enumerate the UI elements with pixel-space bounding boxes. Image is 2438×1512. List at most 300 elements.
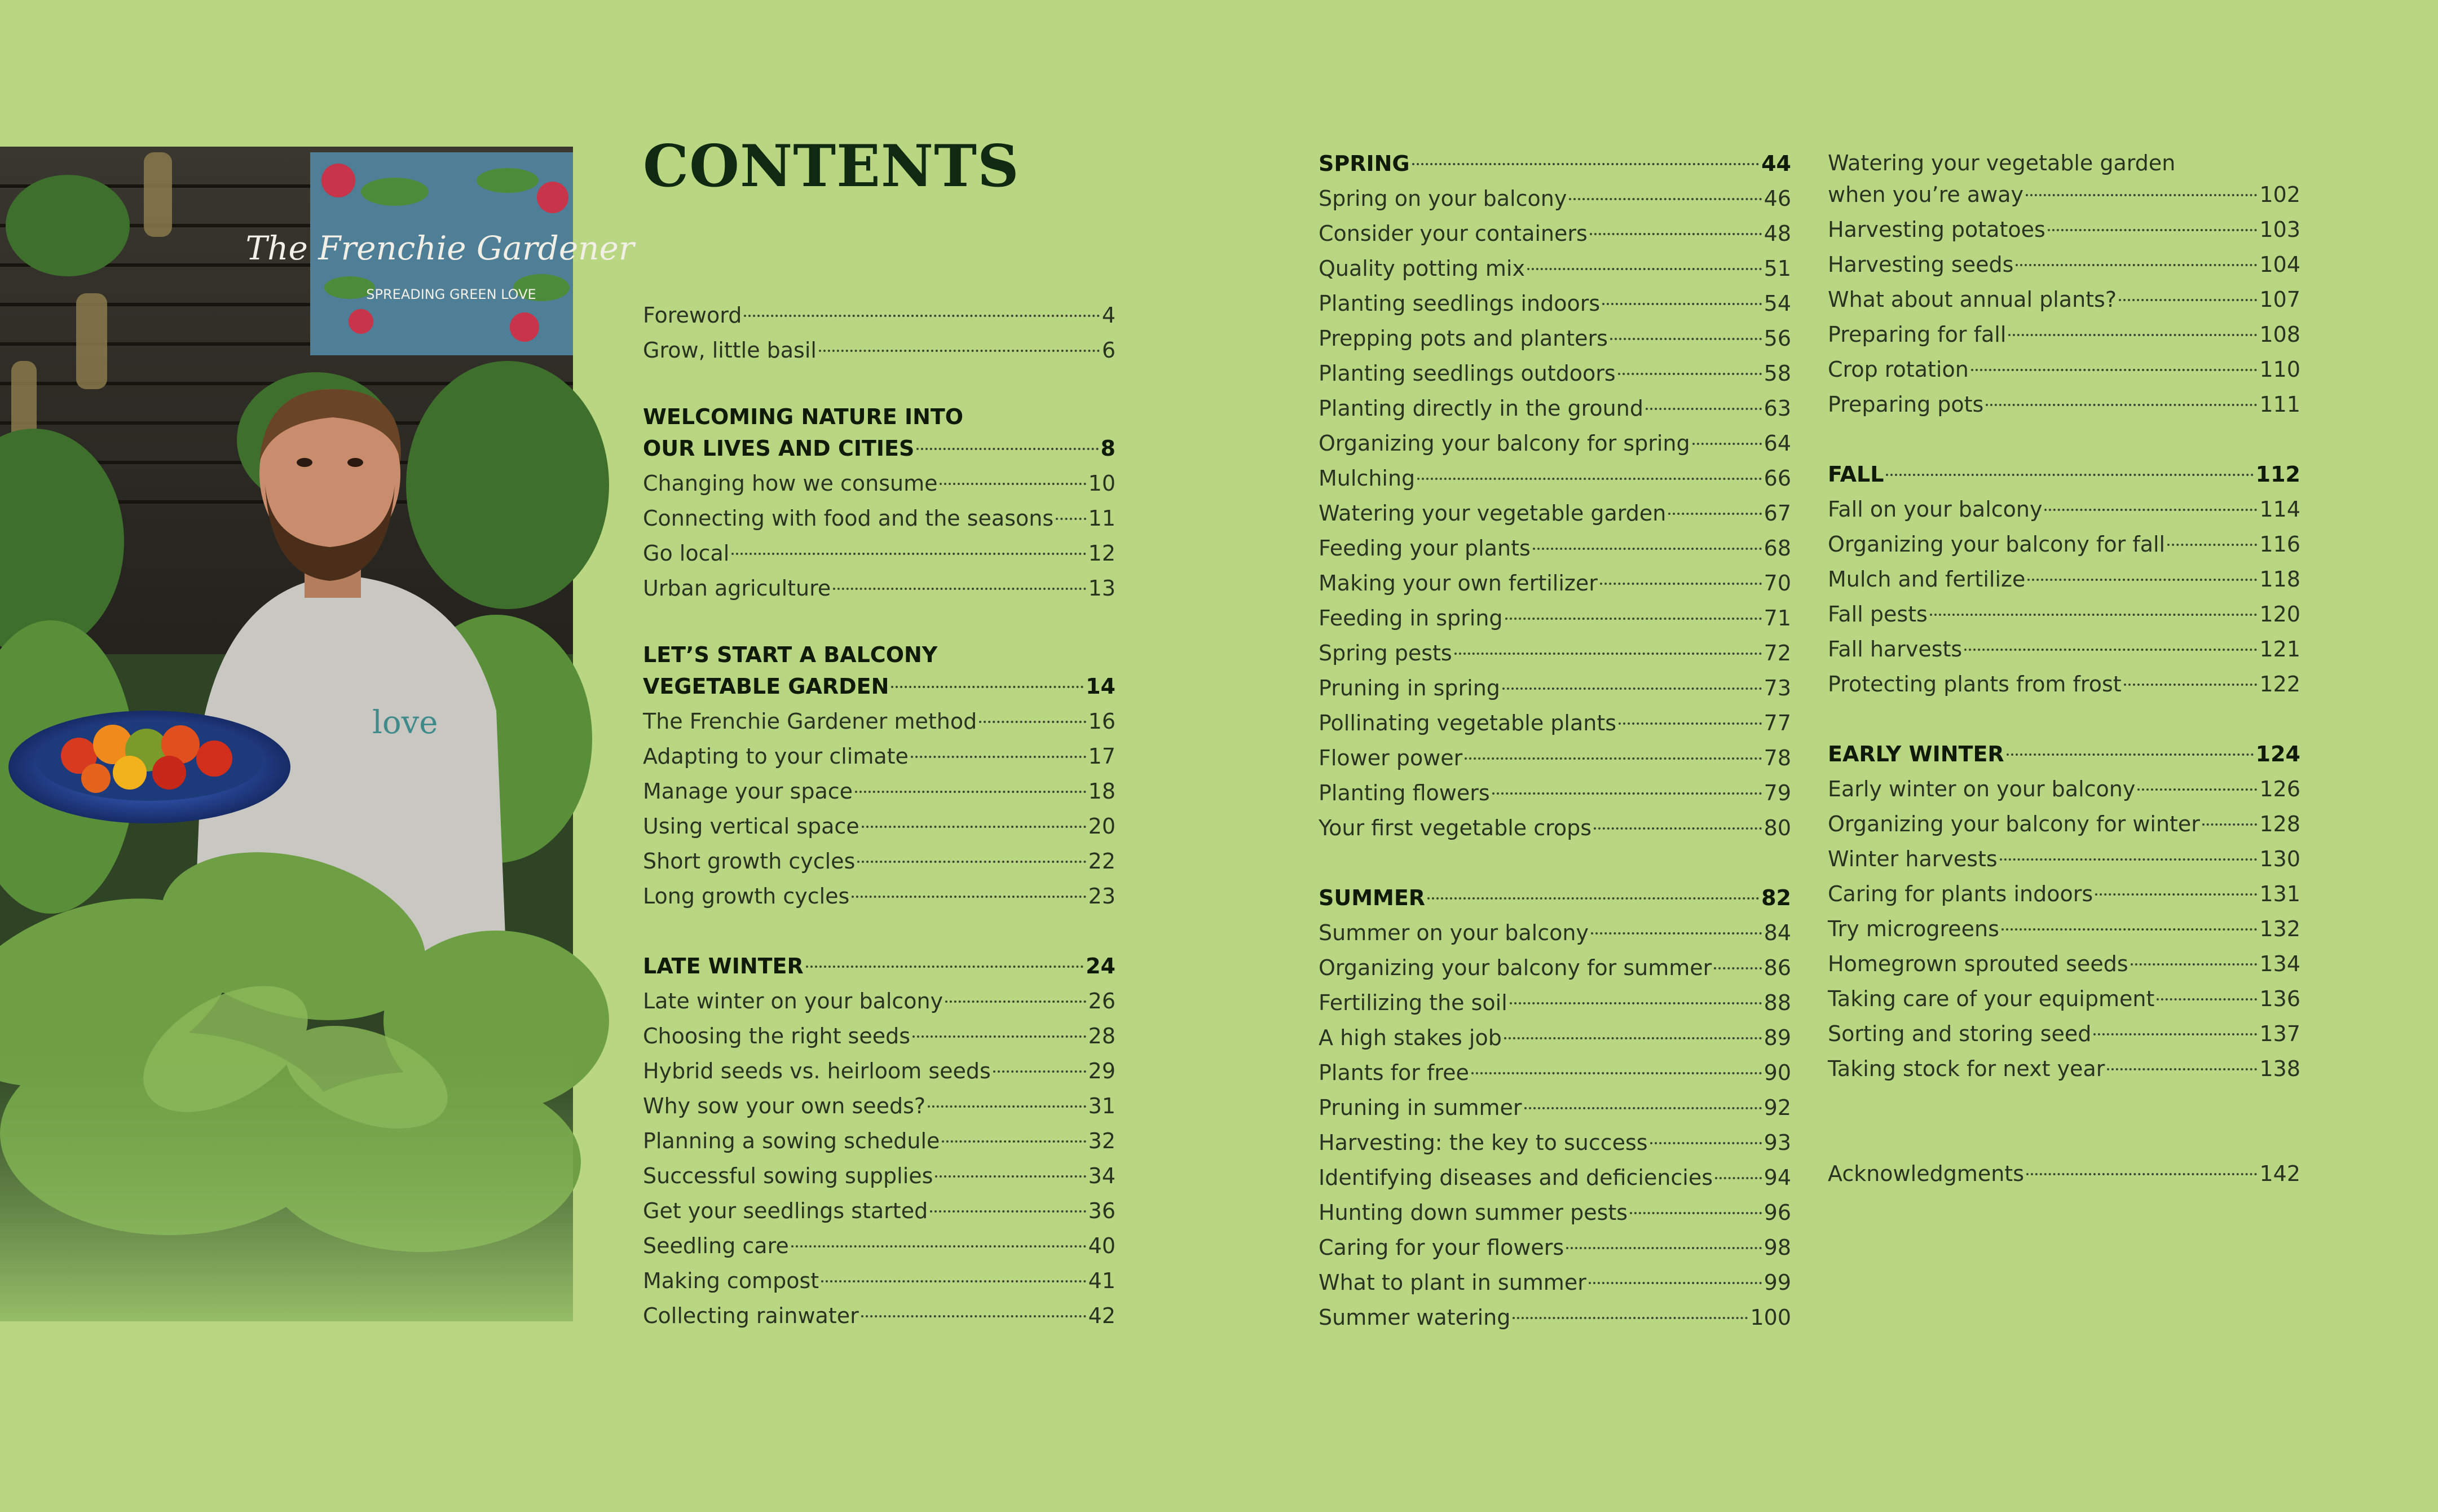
- toc-entry-label: Pruning in summer: [1319, 1095, 1522, 1120]
- toc-entry-page: 79: [1764, 781, 1791, 805]
- toc-entry-label: What to plant in summer: [1319, 1270, 1586, 1295]
- toc-entry: [1319, 1300, 1791, 1335]
- toc-entry: [1828, 387, 2300, 422]
- toc-entry-label: Pruning in spring: [1319, 676, 1500, 700]
- dot-leader: [930, 1210, 1086, 1213]
- toc-heading-page: 8: [1100, 436, 1116, 461]
- sign-text: The Frenchie Gardener: [245, 229, 634, 267]
- toc-entry-label: Organizing your balcony for summer: [1319, 955, 1712, 980]
- toc-entry-label: Collecting rainwater: [643, 1303, 859, 1328]
- toc-entry-label: What about annual plants?: [1828, 287, 2117, 312]
- toc-entry: [1828, 282, 2300, 317]
- dot-leader: [1964, 649, 2257, 651]
- toc-entry-page: 128: [2259, 812, 2300, 836]
- toc-entry-page: 36: [1088, 1198, 1116, 1223]
- toc-entry: [643, 501, 1116, 536]
- toc-entry-page: 107: [2259, 287, 2300, 312]
- toc-entry-page: 42: [1088, 1303, 1116, 1328]
- toc-entry: [1319, 1055, 1791, 1090]
- dot-leader: [1971, 369, 2258, 371]
- toc-heading-label: SPRING: [1319, 151, 1410, 176]
- toc-heading-page: 44: [1761, 151, 1791, 176]
- toc-entry-label: Try microgreens: [1828, 916, 1999, 941]
- dot-leader: [1630, 1212, 1762, 1214]
- dot-leader: [1454, 653, 1762, 655]
- toc-heading-label: SUMMER: [1319, 885, 1426, 910]
- toc-entry-label: Urban agriculture: [643, 576, 831, 601]
- dot-leader: [791, 1245, 1086, 1247]
- dot-leader: [2124, 684, 2258, 686]
- toc-entry-page: 110: [2259, 357, 2300, 382]
- dot-leader: [2131, 963, 2258, 966]
- dot-leader: [806, 966, 1083, 968]
- toc-entry-page: 64: [1764, 431, 1791, 456]
- toc-entry: [1319, 775, 1791, 810]
- toc-entry-label: Mulching: [1319, 466, 1416, 491]
- toc-column-1: [643, 298, 1116, 1333]
- toc-entry-page: 88: [1764, 990, 1791, 1015]
- toc-entry-page: 90: [1764, 1060, 1791, 1085]
- toc-entry-label: Pollinating vegetable plants: [1319, 711, 1617, 735]
- toc-entry-page: 86: [1764, 955, 1791, 980]
- dot-leader: [861, 1315, 1086, 1317]
- dot-leader: [916, 448, 1098, 450]
- toc-section: [1828, 702, 2300, 1086]
- dot-leader: [1619, 722, 1762, 725]
- toc-section-heading: [1319, 880, 1791, 915]
- toc-entry-page: 98: [1764, 1235, 1791, 1260]
- toc-heading-page: 112: [2255, 462, 2300, 487]
- toc-entry-label: Successful sowing supplies: [643, 1163, 933, 1188]
- dot-leader: [2157, 998, 2257, 1000]
- dot-leader: [1524, 1107, 1762, 1109]
- toc-entry-page: 94: [1764, 1165, 1791, 1190]
- toc-entry-page: 130: [2259, 847, 2300, 871]
- toc-column-2: [1319, 146, 1791, 1335]
- dot-leader: [1618, 373, 1762, 375]
- toc-entry-page: 93: [1764, 1130, 1791, 1155]
- toc-entry-page: 104: [2259, 252, 2300, 277]
- toc-entry: [643, 1088, 1116, 1123]
- dot-leader: [891, 686, 1083, 688]
- dot-leader: [852, 896, 1086, 898]
- toc-section: [1828, 1086, 2300, 1191]
- toc-entry: [1828, 492, 2300, 527]
- dot-leader: [911, 756, 1086, 758]
- toc-entry-page: 80: [1764, 815, 1791, 840]
- toc-entry-label: Mulch and fertilize: [1828, 567, 2026, 592]
- toc-heading-line: WELCOMING NATURE INTO: [643, 404, 964, 429]
- toc-entry-label: Using vertical space: [643, 814, 859, 839]
- toc-entry: [1319, 181, 1791, 216]
- toc-entry-page: 138: [2259, 1056, 2300, 1081]
- toc-heading-line: LET’S START A BALCONY: [643, 642, 938, 667]
- toc-entry-label: Changing how we consume: [643, 471, 938, 496]
- dot-leader: [1566, 1247, 1761, 1249]
- toc-entry: [643, 879, 1116, 914]
- toc-entry: [1319, 706, 1791, 740]
- dot-leader: [1610, 338, 1762, 340]
- toc-entry-page: 120: [2259, 602, 2300, 627]
- toc-entry: [1828, 317, 2300, 352]
- toc-entry-label: Seedling care: [643, 1233, 789, 1258]
- toc-entry-page: 78: [1764, 746, 1791, 770]
- toc-entry-label: Caring for plants indoors: [1828, 881, 2093, 906]
- toc-entry-label: Spring pests: [1319, 641, 1452, 665]
- dot-leader: [1533, 548, 1762, 550]
- sign-subtext: SPREADING GREEN LOVE: [366, 286, 536, 302]
- toc-entry-page: 103: [2259, 217, 2300, 242]
- toc-entry-page: 121: [2259, 637, 2300, 662]
- toc-entry-label: Harvesting potatoes: [1828, 217, 2045, 242]
- toc-entry: [1828, 352, 2300, 387]
- toc-entry: [1319, 950, 1791, 985]
- toc-section: [643, 606, 1116, 914]
- toc-entry-page: 111: [2259, 392, 2300, 417]
- dot-leader: [2119, 299, 2257, 301]
- dot-leader: [1492, 792, 1762, 795]
- toc-entry-page: 31: [1088, 1094, 1116, 1118]
- toc-entry: [643, 571, 1116, 606]
- toc-entry-label: Foreword: [643, 303, 742, 328]
- toc-entry: [1319, 461, 1791, 496]
- dot-leader: [1569, 198, 1761, 200]
- dot-leader: [1502, 687, 1762, 690]
- toc-heading-label: OUR LIVES AND CITIES: [643, 436, 915, 461]
- toc-entry-label: Sorting and storing seed: [1828, 1021, 2092, 1046]
- toc-entry: [1319, 636, 1791, 671]
- dot-leader: [993, 1070, 1086, 1073]
- toc-entry-page: 116: [2259, 532, 2300, 557]
- dot-leader: [1650, 1142, 1762, 1144]
- dot-leader: [935, 1175, 1086, 1178]
- dot-leader: [1527, 268, 1762, 270]
- page-title: CONTENTS: [643, 133, 1020, 200]
- toc-entry-page: 32: [1088, 1129, 1116, 1153]
- dot-leader: [855, 791, 1086, 793]
- toc-entry: [643, 809, 1116, 844]
- toc-entry-page: 70: [1764, 571, 1791, 596]
- toc-entry: [1828, 772, 2300, 806]
- toc-entry-page: 26: [1088, 989, 1116, 1013]
- toc-entry: [1828, 876, 2300, 911]
- toc-entry-label: Short growth cycles: [643, 849, 856, 874]
- dot-leader: [1600, 583, 1762, 585]
- toc-section: [1319, 146, 1791, 845]
- toc-entry-page: 118: [2259, 567, 2300, 592]
- toc-entry: [643, 1053, 1116, 1088]
- toc-entry: [1319, 740, 1791, 775]
- toc-entry-label: Feeding in spring: [1319, 606, 1503, 631]
- dot-leader: [1417, 478, 1761, 480]
- toc-entry-label: The Frenchie Gardener method: [643, 709, 977, 734]
- toc-entry-page: 137: [2259, 1021, 2300, 1046]
- toc-entry-label: Hunting down summer pests: [1319, 1200, 1628, 1225]
- toc-entry-label: Organizing your balcony for fall: [1828, 532, 2166, 557]
- toc-entry: [643, 1193, 1116, 1228]
- toc-entry: [1319, 810, 1791, 845]
- toc-entry-label: Summer on your balcony: [1319, 920, 1589, 945]
- dot-leader: [819, 350, 1100, 352]
- toc-entry: [1319, 601, 1791, 636]
- toc-entry: [1319, 391, 1791, 426]
- toc-entry-label: Flower power: [1319, 746, 1463, 770]
- toc-entry-label: Organizing your balcony for spring: [1319, 431, 1690, 456]
- toc-entry-label: Fall harvests: [1828, 637, 1963, 662]
- shirt-text: love: [372, 704, 438, 741]
- toc-entry: [1828, 806, 2300, 841]
- toc-entry-label: A high stakes job: [1319, 1025, 1502, 1050]
- toc-entry-label: Planting directly in the ground: [1319, 396, 1643, 421]
- toc-entry-page: 71: [1764, 606, 1791, 631]
- toc-entry-label: Planting seedlings indoors: [1319, 291, 1601, 316]
- dot-leader: [821, 1280, 1086, 1282]
- dot-leader: [1646, 408, 1762, 410]
- toc-entry-page: 58: [1764, 361, 1791, 386]
- dot-leader: [1589, 1282, 1762, 1284]
- toc-entry-page: 54: [1764, 291, 1791, 316]
- toc-entry: [643, 774, 1116, 809]
- toc-entry: [1319, 1195, 1791, 1230]
- dot-leader: [2137, 788, 2257, 791]
- toc-entry: [643, 984, 1116, 1019]
- toc-entry-label: Summer watering: [1319, 1305, 1511, 1330]
- toc-entry: [1828, 1156, 2300, 1191]
- toc-entry-page: 67: [1764, 501, 1791, 526]
- toc-entry-page: 68: [1764, 536, 1791, 561]
- toc-entry-label: Preparing for fall: [1828, 322, 2007, 347]
- toc-entry-label: Early winter on your balcony: [1828, 777, 2136, 801]
- toc-entry: [1319, 286, 1791, 321]
- toc-section: [643, 368, 1116, 606]
- toc-entry: [1828, 527, 2300, 562]
- toc-entry-label: Planning a sowing schedule: [643, 1129, 940, 1153]
- toc-heading-label: FALL: [1828, 462, 1884, 487]
- toc-entry-page: 132: [2259, 916, 2300, 941]
- toc-entry: [1828, 212, 2300, 247]
- toc-entry: [1319, 1230, 1791, 1265]
- dot-leader: [1692, 443, 1762, 445]
- dot-leader: [945, 1000, 1086, 1003]
- toc-entry-page: 131: [2259, 881, 2300, 906]
- toc-entry: [1319, 985, 1791, 1020]
- toc-entry-label: Connecting with food and the seasons: [643, 506, 1054, 531]
- dot-leader: [1602, 303, 1762, 305]
- toc-entry-page: 51: [1764, 256, 1791, 281]
- toc-entry: [643, 1123, 1116, 1158]
- toc-section: [643, 298, 1116, 368]
- toc-heading-label: EARLY WINTER: [1828, 742, 2004, 766]
- toc-entry: [1828, 946, 2300, 981]
- toc-section-heading: [643, 669, 1116, 704]
- toc-entry-label: Long growth cycles: [643, 884, 850, 909]
- toc-entry-page: 96: [1764, 1200, 1791, 1225]
- toc-entry-page: 99: [1764, 1270, 1791, 1295]
- toc-entry-page: 66: [1764, 466, 1791, 491]
- dot-leader: [1056, 518, 1086, 520]
- dot-leader: [1715, 1177, 1762, 1179]
- dot-leader: [731, 553, 1086, 555]
- toc-entry: [643, 1158, 1116, 1193]
- dot-leader: [2001, 928, 2258, 931]
- tomato-plate: [8, 711, 290, 823]
- dot-leader: [857, 861, 1086, 863]
- toc-entry: [643, 1019, 1116, 1053]
- toc-entry-page: 56: [1764, 326, 1791, 351]
- toc-entry: [1319, 251, 1791, 286]
- toc-entry-page: 102: [2259, 182, 2300, 207]
- dot-leader: [979, 721, 1086, 723]
- toc-entry-label: Acknowledgments: [1828, 1161, 2024, 1186]
- toc-heading-page: 82: [1761, 885, 1791, 910]
- toc-section-heading: [1319, 146, 1791, 181]
- dot-leader: [2202, 823, 2258, 826]
- dot-leader: [1504, 1037, 1762, 1039]
- dot-leader: [942, 1140, 1086, 1143]
- toc-entry-page: 84: [1764, 920, 1791, 945]
- toc-entry: [643, 844, 1116, 879]
- toc-entry: [643, 536, 1116, 571]
- dot-leader: [1594, 827, 1762, 830]
- toc-entry-label: Get your seedlings started: [643, 1198, 928, 1223]
- toc-section-heading: [643, 431, 1116, 466]
- toc-entry: [1828, 247, 2300, 282]
- toc-entry-label: Go local: [643, 541, 730, 566]
- toc-section-heading: [1828, 737, 2300, 772]
- toc-entry-page: 142: [2259, 1161, 2300, 1186]
- toc-entry-page: 12: [1088, 541, 1116, 566]
- toc-entry: [1319, 671, 1791, 706]
- toc-entry: [1319, 1265, 1791, 1300]
- toc-entry-page: 92: [1764, 1095, 1791, 1120]
- toc-entry: [643, 704, 1116, 739]
- dot-leader: [2167, 544, 2257, 546]
- toc-entry: [643, 298, 1116, 333]
- toc-entry-page: 41: [1088, 1268, 1116, 1293]
- toc-entry-label: Plants for free: [1319, 1060, 1469, 1085]
- dot-leader: [2026, 194, 2257, 196]
- toc-entry-label-line: Watering your vegetable garden: [1828, 151, 2176, 175]
- toc-section: [1828, 422, 2300, 702]
- toc-entry-label: Harvesting: the key to success: [1319, 1130, 1648, 1155]
- dot-leader: [2093, 1033, 2257, 1035]
- toc-entry: [1828, 841, 2300, 876]
- toc-heading-label: LATE WINTER: [643, 954, 804, 978]
- toc-entry: [643, 1298, 1116, 1333]
- dot-leader: [928, 1105, 1086, 1108]
- toc-entry-page: 48: [1764, 221, 1791, 246]
- toc-entry-label: Protecting plants from frost: [1828, 672, 2122, 697]
- toc-heading-page: 24: [1086, 954, 1116, 978]
- toc-entry-label: Planting flowers: [1319, 781, 1490, 805]
- toc-entry-page: 40: [1088, 1233, 1116, 1258]
- dot-leader: [2008, 334, 2257, 336]
- toc-entry-label: Taking care of your equipment: [1828, 986, 2155, 1011]
- toc-entry-page: 28: [1088, 1024, 1116, 1048]
- toc-entry: [1319, 1160, 1791, 1195]
- toc-entry-label: Hybrid seeds vs. heirloom seeds: [643, 1059, 991, 1083]
- toc-entry-label: Fertilizing the soil: [1319, 990, 1507, 1015]
- toc-entry-page: 108: [2259, 322, 2300, 347]
- toc-entry-label: Taking stock for next year: [1828, 1056, 2105, 1081]
- toc-entry-page: 13: [1088, 576, 1116, 601]
- dot-leader: [1505, 618, 1762, 620]
- toc-entry-page: 100: [1750, 1305, 1791, 1330]
- toc-entry-label: Homegrown sprouted seeds: [1828, 951, 2128, 976]
- dot-leader: [1471, 1072, 1762, 1074]
- dot-leader: [744, 315, 1099, 317]
- toc-entry-label: Fall pests: [1828, 602, 1928, 627]
- toc-entry: [1319, 915, 1791, 950]
- toc-entry-page: 46: [1764, 186, 1791, 211]
- toc-heading-page: 124: [2255, 742, 2300, 766]
- toc-entry: [643, 333, 1116, 368]
- toc-entry: [1319, 1125, 1791, 1160]
- toc-entry: [1319, 356, 1791, 391]
- toc-entry-page: 73: [1764, 676, 1791, 700]
- toc-section-heading: [643, 949, 1116, 984]
- toc-entry-page: 29: [1088, 1059, 1116, 1083]
- toc-entry-label: Harvesting seeds: [1828, 252, 2014, 277]
- toc-entry-page: 18: [1088, 779, 1116, 804]
- toc-column-3: [1828, 149, 2300, 1191]
- toc-entry-label: Quality potting mix: [1319, 256, 1525, 281]
- toc-entry-page: 77: [1764, 711, 1791, 735]
- toc-entry: [643, 1263, 1116, 1298]
- toc-entry-label: Grow, little basil: [643, 338, 817, 363]
- toc-entry-label: Adapting to your climate: [643, 744, 909, 769]
- toc-entry-label: Manage your space: [643, 779, 853, 804]
- toc-entry: [1828, 562, 2300, 597]
- toc-entry-label: Fall on your balcony: [1828, 497, 2043, 522]
- toc-entry-page: 10: [1088, 471, 1116, 496]
- toc-entry: [1828, 911, 2300, 946]
- toc-entry-label: Prepping pots and planters: [1319, 326, 1608, 351]
- toc-entry-page: 89: [1764, 1025, 1791, 1050]
- toc-entry-label: Making your own fertilizer: [1319, 571, 1598, 596]
- toc-entry-page: 17: [1088, 744, 1116, 769]
- dot-leader: [1590, 233, 1762, 235]
- dot-leader: [940, 483, 1086, 485]
- toc-section: [1319, 845, 1791, 1335]
- toc-entry-label: when you’re away: [1828, 182, 2023, 207]
- dot-leader: [2027, 579, 2257, 581]
- toc-entry: [1319, 1020, 1791, 1055]
- dot-leader: [2016, 264, 2257, 266]
- toc-section: [643, 914, 1116, 1333]
- dot-leader: [1886, 474, 2253, 476]
- toc-entry-label: Identifying diseases and deficiencies: [1319, 1165, 1713, 1190]
- toc-entry-page: 16: [1088, 709, 1116, 734]
- toc-entry-label: Preparing pots: [1828, 392, 1984, 417]
- toc-entry-label: Crop rotation: [1828, 357, 1969, 382]
- dot-leader: [1513, 1317, 1748, 1319]
- toc-entry-label: Organizing your balcony for winter: [1828, 812, 2200, 836]
- toc-entry-page: 23: [1088, 884, 1116, 909]
- toc-entry: [1828, 632, 2300, 667]
- toc-entry: [1319, 216, 1791, 251]
- toc-entry: [1319, 531, 1791, 566]
- toc-entry: [1828, 667, 2300, 702]
- toc-entry-label: Watering your vegetable garden: [1319, 501, 1667, 526]
- toc-entry-page: 34: [1088, 1163, 1116, 1188]
- toc-entry: [1828, 1051, 2300, 1086]
- toc-heading-label: VEGETABLE GARDEN: [643, 674, 889, 699]
- toc-entry-page: 20: [1088, 814, 1116, 839]
- toc-entry: [1828, 981, 2300, 1016]
- toc-heading-page: 14: [1086, 674, 1116, 699]
- gardener-photo: [0, 147, 634, 1321]
